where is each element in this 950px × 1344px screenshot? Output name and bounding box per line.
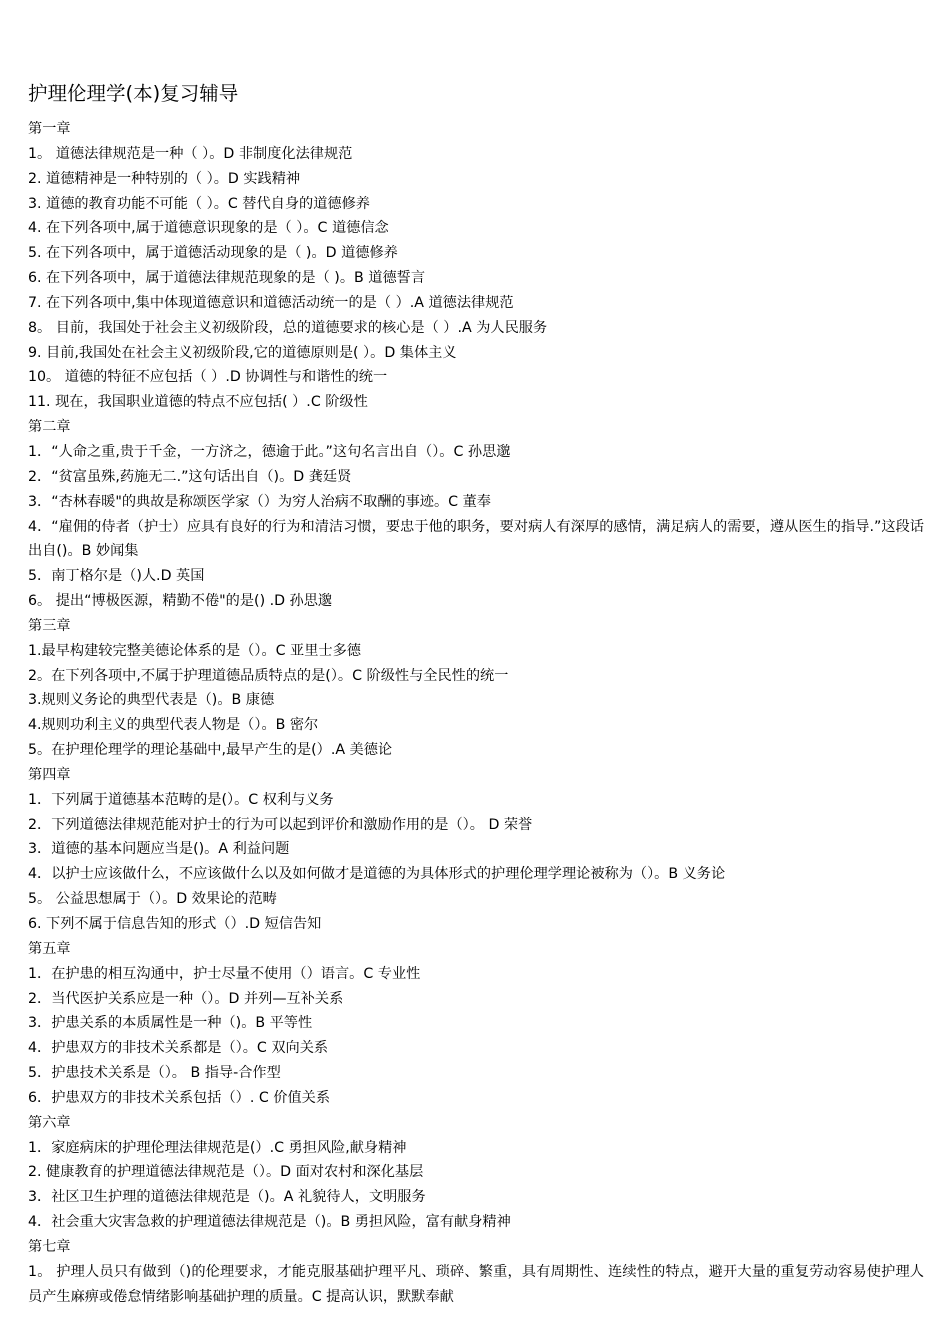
question-item: 3.规则义务论的典型代表是（)。B 康德 xyxy=(28,692,275,709)
question-item: 2. 道德精神是一种特别的（ ）。D 实践精神 xyxy=(28,170,301,187)
question-item: 1．家庭病床的护理伦理法律规范是(）.C 勇担风险,献身精神 xyxy=(28,1139,407,1156)
question-item: 2. 健康教育的护理道德法律规范是（）。D 面对农村和深化基层 xyxy=(28,1164,424,1181)
question-item: 3．“杏林春暖"的典故是称颂医学家（）为穷人治病不取酬的事迹。C 董奉 xyxy=(28,493,491,510)
question-item: 3．护患关系的本质属性是一种（)。B 平等性 xyxy=(28,1015,313,1032)
chapter-heading: 第六章 xyxy=(28,1114,71,1131)
question-item: 8。 目前，我国处于社会主义初级阶段，总的道德要求的核心是（ ）.A 为人民服务 xyxy=(28,319,548,336)
question-item: 9. 目前,我国处在社会主义初级阶段,它的道德原则是( ）。D 集体主义 xyxy=(28,344,457,361)
question-item: 2．下列道德法律规范能对护士的行为可以起到评价和激励作用的是（）。 D 荣誉 xyxy=(28,816,533,833)
document-page xyxy=(28,80,924,1310)
question-item: 4．“雇佣的侍者（护士）应具有良好的行为和清洁习惯，要忠于他的职务，要对病人有深厚的感情，满足病人的需要，遵从医生的指导.”这段话出自()。B 妙闻集 xyxy=(28,518,924,560)
document-title: 护理伦理学(本)复习辅导 xyxy=(28,82,239,105)
question-item: 6. 在下列各项中，属于道德法律规范现象的是（ )。B 道德誓言 xyxy=(28,270,426,287)
question-item: 4．以护士应该做什么，不应该做什么以及如何做才是道德的为具体形式的护理伦理学理论被称为（）。B 义务论 xyxy=(28,866,726,883)
question-item: 3．道德的基本问题应当是()。A 利益问题 xyxy=(28,841,290,858)
question-item: 11. 现在，我国职业道德的特点不应包括( ）.C 阶级性 xyxy=(28,394,368,411)
question-item: 4. 在下列各项中,属于道德意识现象的是（ ）。C 道德信念 xyxy=(28,220,389,237)
question-item: 5. 在下列各项中，属于道德活动现象的是（ )。D 道德修养 xyxy=(28,245,398,262)
question-item: 10。 道德的特征不应包括（ ）.D 协调性与和谐性的统一 xyxy=(28,369,388,386)
question-item: 1．“人命之重,贵于千金，一方济之，德逾于此。”这句名言出自（）。C 孙思邈 xyxy=(28,443,511,460)
question-item: 5。 公益思想属于（）。D 效果论的范畴 xyxy=(28,891,277,908)
question-item: 4．社会重大灾害急救的护理道德法律规范是（)。B 勇担风险，富有献身精神 xyxy=(28,1214,511,1231)
question-item: 2。在下列各项中,不属于护理道德品质特点的是(）。C 阶级性与全民性的统一 xyxy=(28,667,509,684)
question-item: 1．下列属于道德基本范畴的是(）。C 权利与义务 xyxy=(28,791,334,808)
question-item: 1.最早构建较完整美德论体系的是（）。C 亚里士多德 xyxy=(28,642,361,659)
question-item: 1。 道德法律规范是一种（ ）。D 非制度化法律规范 xyxy=(28,145,353,162)
chapter-heading: 第五章 xyxy=(28,940,71,957)
question-item: 5．护患技术关系是（）。 B 指导-合作型 xyxy=(28,1065,281,1082)
question-item: 2．“贫富虽殊,药施无二.”这句话出自（)。D 龚廷贤 xyxy=(28,468,352,485)
question-item: 1。 护理人员只有做到（)的伦理要求，才能克服基础护理平凡、琐碎、繁重，具有周期性、连续性的特点，避开大量的重复劳动容易使护理人员产生麻痹或倦怠情绪影响基础护理的质量。C 提高认识，默默奉献 xyxy=(28,1263,924,1305)
question-item: 4．护患双方的非技术关系都是（）。C 双向关系 xyxy=(28,1040,329,1057)
question-item: 1．在护患的相互沟通中，护士尽量不使用（）语言。C 专业性 xyxy=(28,965,421,982)
question-item: 5．南丁格尔是（)人.D 英国 xyxy=(28,568,205,585)
question-item: 3. 道德的教育功能不可能（ ）。C 替代自身的道德修养 xyxy=(28,195,370,212)
chapter-heading: 第二章 xyxy=(28,419,71,436)
question-item: 6．护患双方的非技术关系包括（）. C 价值关系 xyxy=(28,1089,331,1106)
chapter-heading: 第四章 xyxy=(28,766,71,783)
question-item: 5。在护理伦理学的理论基础中,最早产生的是(）.A 美德论 xyxy=(28,742,393,759)
question-item: 3．社区卫生护理的道德法律规范是（)。A 礼貌待人，文明服务 xyxy=(28,1189,426,1206)
question-item: 4.规则功利主义的典型代表人物是（）。B 密尔 xyxy=(28,717,319,734)
question-item: 2．当代医护关系应是一种（）。D 并列—互补关系 xyxy=(28,990,344,1007)
chapter-heading: 第七章 xyxy=(28,1238,71,1255)
question-item: 6. 下列不属于信息告知的形式（）.D 短信告知 xyxy=(28,916,322,932)
chapter-heading: 第一章 xyxy=(28,121,71,137)
document-body xyxy=(28,117,924,1310)
question-item: 6。 提出“博极医源，精勤不倦"的是() .D 孙思邈 xyxy=(28,593,333,610)
question-item: 7. 在下列各项中,集中体现道德意识和道德活动统一的是（ ）.A 道德法律规范 xyxy=(28,294,514,311)
chapter-heading: 第三章 xyxy=(28,617,71,634)
